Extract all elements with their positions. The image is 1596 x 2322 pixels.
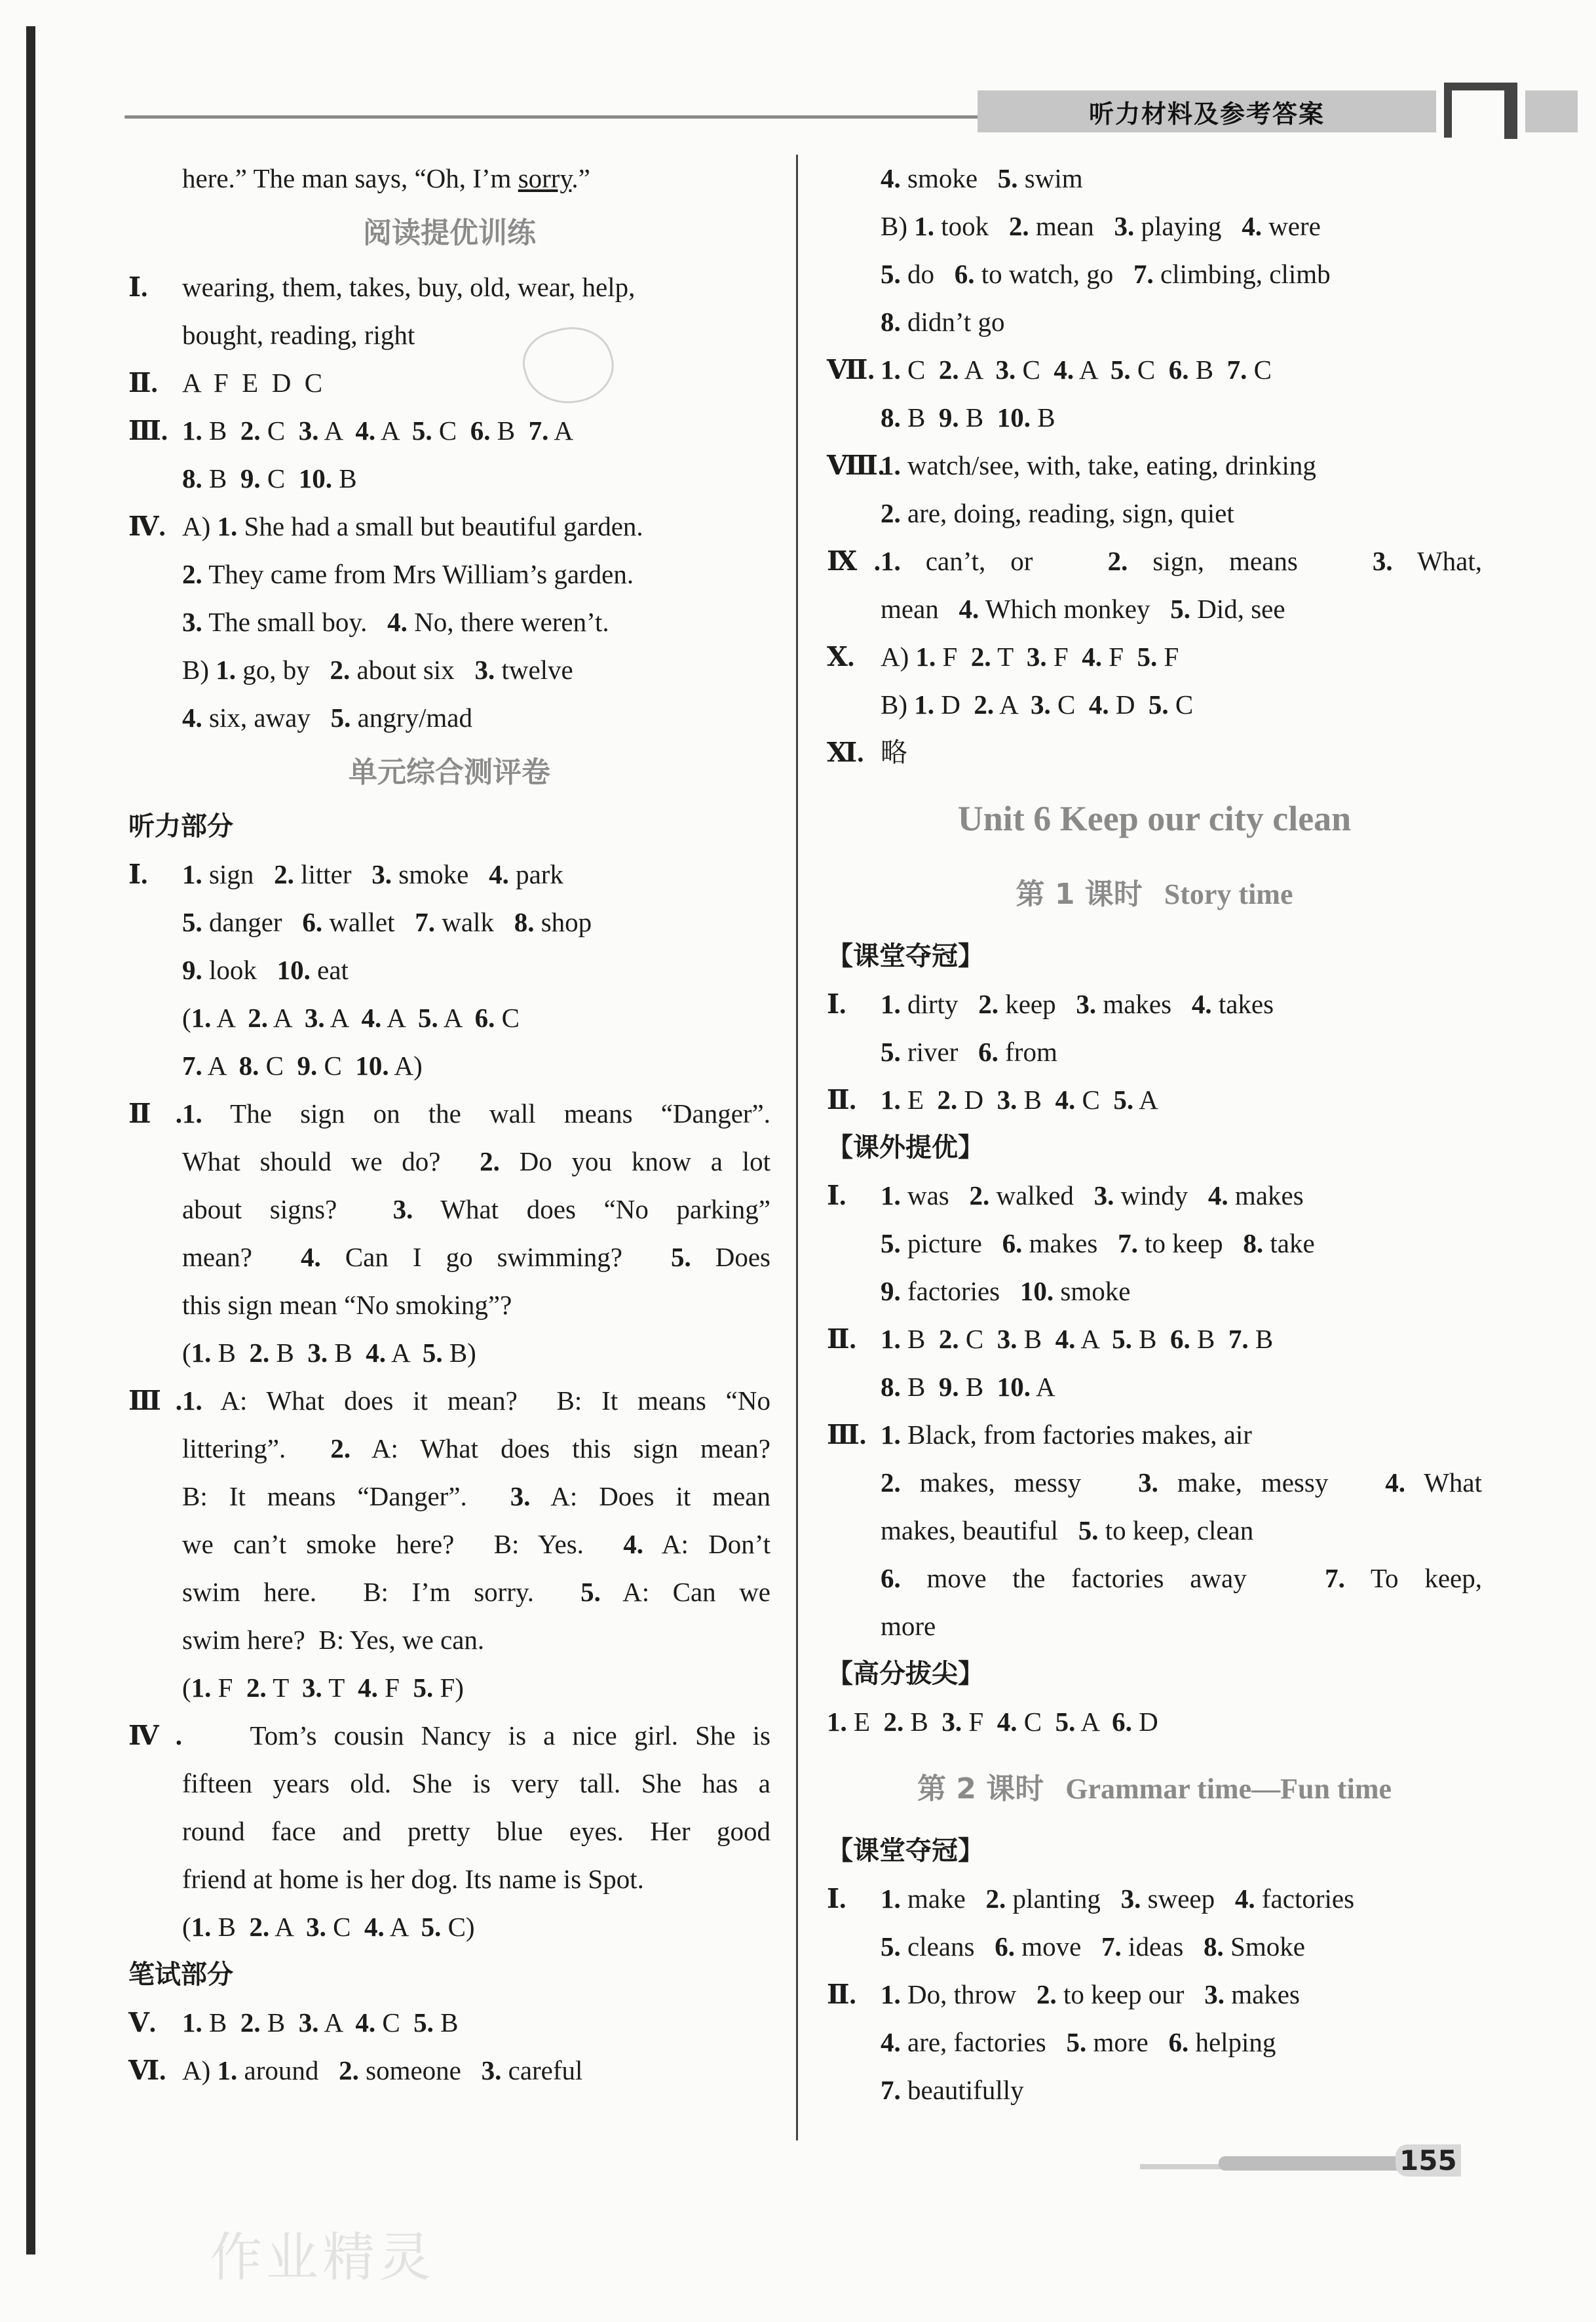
- roman-numeral: Ⅱ.: [128, 1098, 182, 1129]
- part-heading: 笔试部分: [128, 1960, 233, 1990]
- answer-line: [827, 1076, 1482, 1124]
- roman-numeral: Ⅱ.: [827, 1085, 856, 1115]
- answer-line: [128, 1138, 770, 1186]
- answer-line: [827, 155, 1482, 203]
- answer-line: [128, 1042, 770, 1090]
- answer-text: we can’t smoke here? B: Yes. 4. A: Don’t: [182, 1529, 771, 1559]
- answer-line: [128, 359, 770, 407]
- answer-text: 1. was 2. walked 3. windy 4. makes: [881, 1180, 1304, 1210]
- answer-text: swim here. B: I’m sorry. 5. A: Can we: [182, 1577, 770, 1607]
- answer-text: 4. six, away 5. angry/mad: [182, 703, 472, 733]
- answer-line: [827, 585, 1482, 633]
- footer-bar-accent: [1219, 2156, 1402, 2171]
- part-heading: 【课堂夺冠】: [827, 1836, 984, 1866]
- answer-text: 1. watch/see, with, take, eating, drinking: [881, 450, 1316, 480]
- lesson-name: Grammar time—Fun time: [1044, 1773, 1392, 1805]
- roman-numeral: Ⅹ.: [827, 642, 855, 672]
- unit-title: Unit 6 Keep our city clean: [957, 799, 1352, 838]
- roman-numeral: Ⅱ.: [827, 1324, 856, 1354]
- answer-line: [128, 1329, 770, 1377]
- roman-numeral: Ⅰ.: [827, 1180, 846, 1210]
- answer-text: 2. They came from Mrs William’s garden.: [182, 559, 634, 589]
- header-tail: [1525, 90, 1578, 132]
- answer-text: 5. do 6. to watch, go 7. climbing, climb: [881, 259, 1331, 289]
- answer-text: 6. move the factories away 7. To keep,: [881, 1563, 1482, 1593]
- answer-text: 5. danger 6. wallet 7. walk 8. shop: [182, 907, 592, 937]
- answer-line: [827, 1363, 1482, 1411]
- answer-line: [128, 694, 770, 742]
- answer-line: [827, 2019, 1482, 2066]
- answer-line: [128, 1999, 770, 2047]
- answer-text: 1. E 2. B 3. F 4. C 5. A 6. D: [827, 1707, 1158, 1737]
- answer-text: 4. smoke 5. swim: [881, 163, 1083, 193]
- roman-numeral: Ⅱ.: [827, 1979, 856, 2009]
- answer-text: more: [881, 1611, 936, 1641]
- answer-line: [128, 155, 770, 203]
- answer-text: B: It means “Danger”. 3. A: Does it mean: [182, 1481, 770, 1511]
- lesson-title: [827, 862, 1482, 927]
- answer-line: [128, 1664, 770, 1712]
- answer-text: 1. make 2. planting 3. sweep 4. factories: [881, 1884, 1355, 1914]
- answer-text: A F E D C: [182, 368, 323, 398]
- lesson-name: Story time: [1142, 878, 1293, 910]
- answer-line: [128, 994, 770, 1042]
- answer-text: 1. Black, from factories makes, air: [881, 1420, 1252, 1450]
- answer-text: here.” The man says, “Oh, I’m sorry.”: [182, 163, 590, 193]
- roman-numeral: Ⅱ.: [128, 368, 158, 398]
- answer-text: 1. B 2. B 3. A 4. C 5. B: [182, 2007, 459, 2038]
- answer-text: 8. B 9. B 10. A: [881, 1372, 1055, 1402]
- answer-line: [128, 1616, 770, 1664]
- answer-line: [827, 1507, 1482, 1555]
- answer-text: littering”. 2. A: What does this sign mean?: [182, 1433, 770, 1463]
- answer-text: 1. Do, throw 2. to keep our 3. makes: [881, 1979, 1300, 2009]
- answer-line: [827, 729, 1482, 777]
- answer-text: 2. makes, messy 3. make, messy 4. What: [881, 1467, 1482, 1498]
- answer-line: [128, 1808, 770, 1855]
- roman-numeral: Ⅲ.: [128, 416, 168, 446]
- answer-line: [128, 1377, 770, 1425]
- answer-line: [128, 551, 770, 598]
- roman-numeral: Ⅲ.: [827, 1420, 867, 1450]
- answer-text: A) 1. around 2. someone 3. careful: [182, 2055, 583, 2085]
- answer-line: [827, 298, 1482, 346]
- header-logo-bar: [1504, 83, 1517, 139]
- answer-text: A) 1. F 2. T 3. F 4. F 5. F: [881, 642, 1179, 672]
- roman-numeral: Ⅰ.: [128, 859, 148, 889]
- answer-line: [128, 407, 770, 455]
- section-title: 阅读提优训练: [363, 216, 536, 250]
- answer-line: [128, 946, 770, 994]
- lesson-number: 第 2 课时: [917, 1772, 1044, 1806]
- answer-line: [128, 1425, 770, 1473]
- answer-text: 1. C 2. A 3. C 4. A 5. C 6. B 7. C: [881, 355, 1272, 385]
- answer-line: [827, 1172, 1482, 1220]
- answer-line: [128, 851, 770, 899]
- answer-text: 3. The small boy. 4. No, there weren’t.: [182, 607, 609, 637]
- roman-numeral: Ⅲ.: [128, 1385, 182, 1416]
- answer-text: 8. didn’t go: [881, 307, 1005, 337]
- answer-line: [827, 1875, 1482, 1923]
- answer-text: B) 1. took 2. mean 3. playing 4. were: [881, 211, 1321, 241]
- answer-text: (1. F 2. T 3. T 4. F 5. F): [182, 1673, 464, 1703]
- part-heading: 【课堂夺冠】: [827, 941, 984, 971]
- answer-text: 7. A 8. C 9. C 10. A): [182, 1051, 423, 1081]
- answer-line: [128, 503, 770, 551]
- answer-text: 8. B 9. C 10. B: [182, 463, 357, 493]
- part-heading: 【高分拔尖】: [827, 1659, 984, 1689]
- answer-text: makes, beautiful 5. to keep, clean: [881, 1515, 1254, 1545]
- answer-line: [128, 455, 770, 503]
- answer-line: [128, 2047, 770, 2095]
- roman-numeral: Ⅳ.: [128, 1720, 182, 1751]
- answer-text: friend at home is her dog. Its name is Spot.: [182, 1864, 644, 1894]
- answer-text: 9. factories 10. smoke: [881, 1276, 1131, 1306]
- answer-text: 5. picture 6. makes 7. to keep 8. take: [881, 1228, 1315, 1258]
- answer-text: 8. B 9. B 10. B: [881, 402, 1055, 433]
- answer-line: [128, 1090, 770, 1138]
- answer-line: [128, 1568, 770, 1616]
- answer-text: B) 1. go, by 2. about six 3. twelve: [182, 655, 573, 685]
- answer-text: 1. B 2. C 3. B 4. A 5. B 6. B 7. B: [881, 1324, 1274, 1354]
- answer-text: wearing, them, takes, buy, old, wear, help,: [182, 272, 636, 302]
- answer-line: [128, 1903, 770, 1951]
- lesson-title: [827, 1756, 1482, 1822]
- answer-line: [827, 1220, 1482, 1267]
- roman-numeral: Ⅰ.: [827, 1884, 846, 1914]
- answer-line: [827, 980, 1482, 1028]
- answer-line: [827, 394, 1482, 442]
- header-title: 听力材料及参考答案: [978, 90, 1436, 132]
- answer-line: [827, 346, 1482, 394]
- answer-text: 1. A: What does it mean? B: It means “No: [182, 1385, 770, 1416]
- answer-line: [827, 203, 1482, 250]
- header-rule: [124, 115, 983, 119]
- answer-text: (1. A 2. A 3. A 4. A 5. A 6. C: [182, 1003, 520, 1033]
- answer-text: 1. The sign on the wall means “Danger”.: [182, 1098, 770, 1129]
- answer-line: [827, 1315, 1482, 1363]
- answer-line: [827, 1698, 1482, 1746]
- answer-text: What should we do? 2. Do you know a lot: [182, 1146, 770, 1176]
- answer-line: [827, 1555, 1482, 1602]
- answer-line: [128, 1760, 770, 1808]
- answer-line: [827, 1971, 1482, 2019]
- answer-text: B) 1. D 2. A 3. C 4. D 5. C: [881, 689, 1194, 720]
- roman-numeral: Ⅰ.: [128, 272, 148, 302]
- answer-text: mean 4. Which monkey 5. Did, see: [881, 594, 1285, 624]
- roman-numeral: Ⅷ.: [827, 450, 885, 480]
- answer-line: [827, 1923, 1482, 1971]
- left-column: [128, 155, 770, 2095]
- answer-line: [128, 1281, 770, 1329]
- answer-line: [128, 598, 770, 646]
- answer-line: [128, 311, 770, 359]
- answer-text: 2. are, doing, reading, sign, quiet: [881, 498, 1234, 528]
- roman-numeral: Ⅸ.: [827, 546, 881, 576]
- answer-text: 1. can’t, or 2. sign, means 3. What,: [881, 546, 1483, 576]
- answer-text: 略: [881, 737, 907, 767]
- answer-text: 1. sign 2. litter 3. smoke 4. park: [182, 859, 563, 889]
- roman-numeral: Ⅺ.: [827, 737, 864, 767]
- answer-text: A) 1. She had a small but beautiful garden.: [182, 511, 643, 541]
- answer-text: 1. dirty 2. keep 3. makes 4. takes: [881, 989, 1274, 1019]
- answer-line: [827, 1267, 1482, 1315]
- answer-text: 7. beautifully: [881, 2075, 1024, 2105]
- answer-line: [827, 681, 1482, 729]
- roman-numeral: Ⅰ.: [827, 989, 846, 1019]
- answer-line: [827, 2066, 1482, 2114]
- answer-text: mean? 4. Can I go swimming? 5. Does: [182, 1242, 771, 1272]
- answer-line: [128, 1186, 770, 1233]
- answer-text: 4. are, factories 5. more 6. helping: [881, 2027, 1276, 2057]
- answer-text: 9. look 10. eat: [182, 955, 349, 985]
- roman-numeral: Ⅵ.: [128, 2055, 166, 2085]
- right-column: [827, 155, 1482, 2114]
- part-heading: 【课外提优】: [827, 1132, 984, 1163]
- answer-text: Tom’s cousin Nancy is a nice girl. She is: [182, 1720, 770, 1751]
- roman-numeral: Ⅳ.: [128, 511, 166, 541]
- answer-line: [128, 1233, 770, 1281]
- answer-line: [827, 490, 1482, 537]
- answer-text: about signs? 3. What does “No parking”: [182, 1194, 770, 1224]
- answer-line: [128, 1712, 770, 1760]
- answer-text: round face and pretty blue eyes. Her good: [182, 1816, 770, 1846]
- answer-line: [827, 1459, 1482, 1507]
- watermark: 作业精灵: [210, 2227, 435, 2288]
- answer-text: (1. B 2. A 3. C 4. A 5. C): [182, 1912, 475, 1942]
- answer-text: swim here? B: Yes, we can.: [182, 1625, 485, 1655]
- answer-text: (1. B 2. B 3. B 4. A 5. B): [182, 1338, 476, 1368]
- section-title: 单元综合测评卷: [349, 756, 550, 789]
- answer-line: [128, 1855, 770, 1903]
- answer-text: 1. B 2. C 3. A 4. A 5. C 6. B 7. A: [182, 416, 573, 446]
- answer-line: [128, 263, 770, 311]
- answer-text: bought, reading, right: [182, 320, 415, 350]
- answer-line: [128, 1473, 770, 1520]
- answer-text: 5. cleans 6. move 7. ideas 8. Smoke: [881, 1931, 1305, 1962]
- answer-text: this sign mean “No smoking”?: [182, 1290, 512, 1320]
- answer-line: [128, 1520, 770, 1568]
- answer-line: [827, 1028, 1482, 1076]
- column-divider: [796, 155, 798, 2140]
- roman-numeral: Ⅶ.: [827, 355, 875, 385]
- binding-edge: [26, 26, 35, 2254]
- lesson-number: 第 1 课时: [1016, 878, 1143, 911]
- answer-text: 5. river 6. from: [881, 1037, 1057, 1067]
- page-number: 155: [1396, 2144, 1461, 2177]
- roman-numeral: Ⅴ.: [128, 2007, 157, 2038]
- answer-line: [827, 633, 1482, 681]
- answer-text: 1. E 2. D 3. B 4. C 5. A: [881, 1085, 1158, 1115]
- answer-line: [827, 250, 1482, 298]
- answer-line: [128, 899, 770, 946]
- part-heading: 听力部分: [128, 811, 233, 842]
- answer-line: [827, 442, 1482, 490]
- answer-text: fifteen years old. She is very tall. She has a: [182, 1768, 770, 1798]
- answer-line: [827, 537, 1482, 585]
- answer-line: [128, 646, 770, 694]
- answer-line: [827, 1411, 1482, 1459]
- header-logo-icon: [1444, 83, 1507, 138]
- answer-line: [827, 1602, 1482, 1650]
